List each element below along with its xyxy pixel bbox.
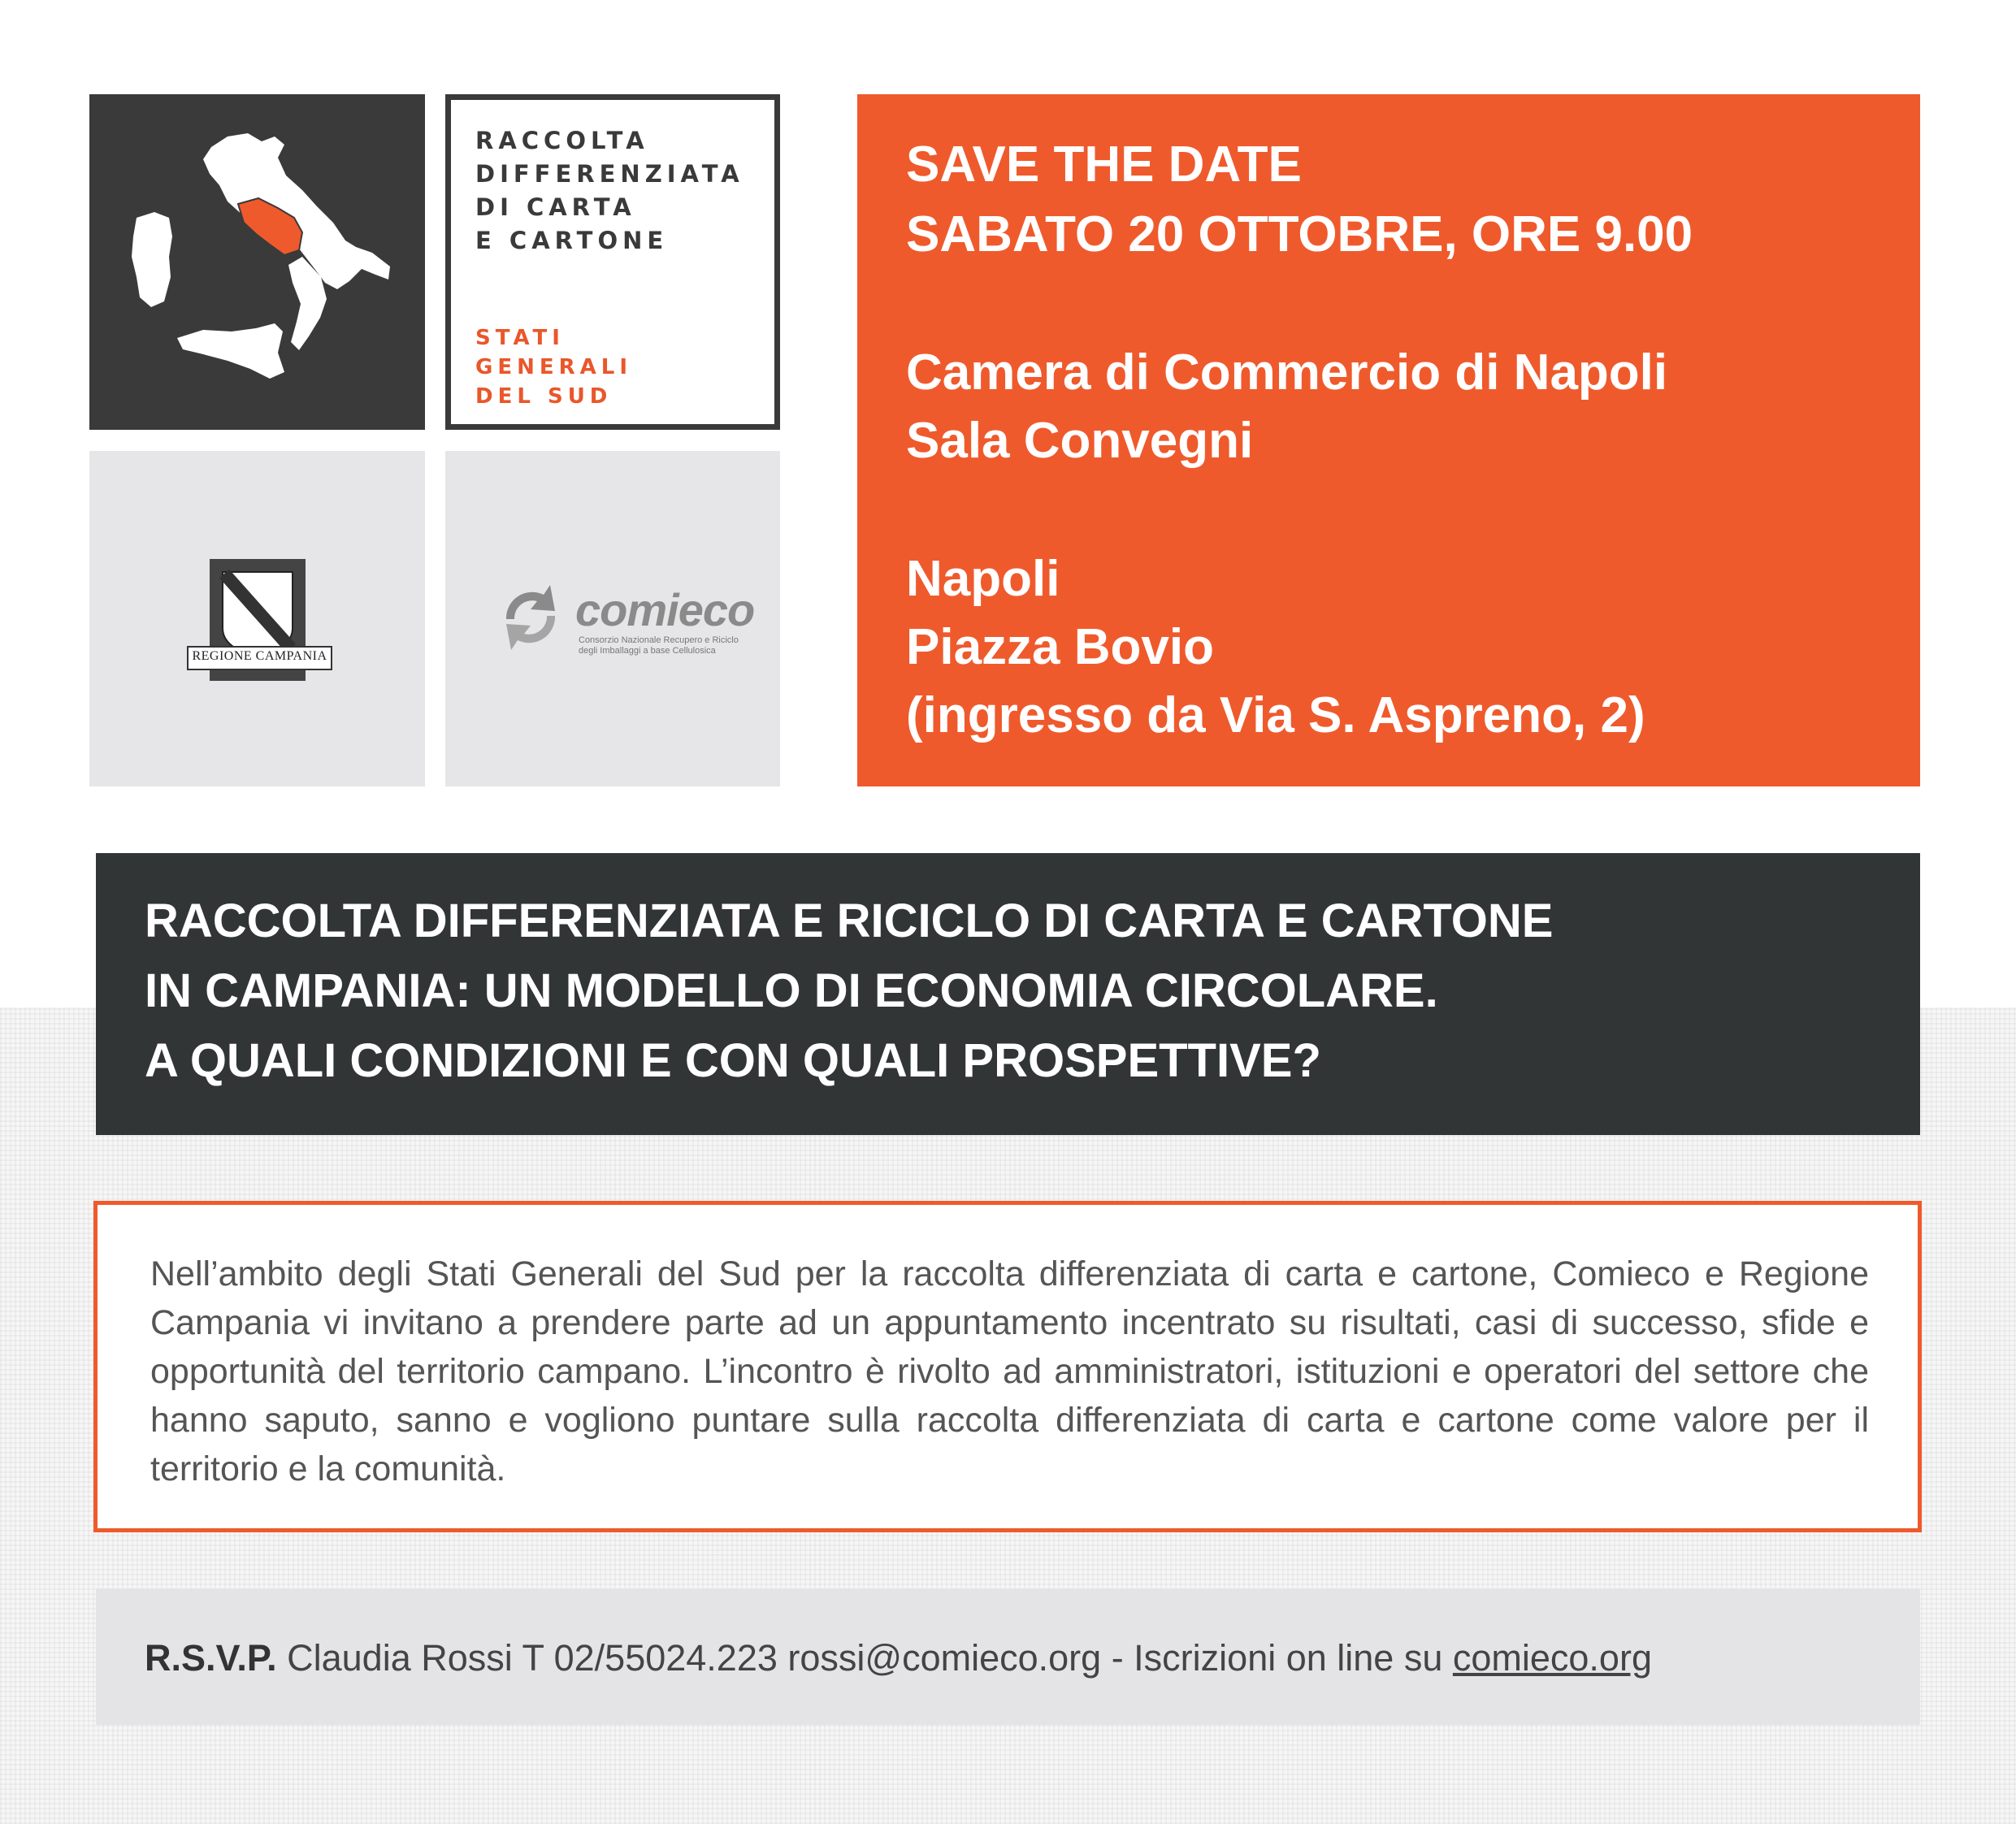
event-city: Napoli [906, 551, 1060, 607]
rsvp-bar [96, 1588, 1920, 1725]
event-entrance: (ingresso da Via S. Aspreno, 2) [906, 687, 1645, 743]
venue-name: Camera di Commercio di Napoli [906, 344, 1668, 401]
event-square: Piazza Bovio [906, 619, 1214, 675]
italy-map-tile [89, 94, 425, 430]
save-the-date-heading: SAVE THE DATE [906, 136, 1302, 193]
intro-box [93, 1201, 1922, 1532]
recycle-icon [490, 577, 571, 658]
regione-campania-tile [89, 451, 425, 786]
comieco-subline-1: Consorzio Nazionale Recupero e Riciclo [579, 635, 739, 645]
comieco-wordmark: comieco [575, 584, 755, 635]
intro-text: Nell’ambito degli Stati Generali del Sud per la raccolta differenziata di carta e cartone, Comieco e Regione Campania vi invitano a prendere parte ad un appuntamento incentrato su risultati, casi di successo, sfide e opportunità del territorio campano. L’incontro è rivolto ad amministratori, istituzioni e operatori del settore che hanno saputo, sanno e vogliono puntare sulla raccolta differenziata di carta e cartone come valore per il territorio e la comunità. [150, 1254, 1869, 1488]
venue-room: Sala Convegni [906, 413, 1254, 469]
comieco-subline [579, 635, 765, 656]
headline-line-3: A QUALI CONDIZIONI E CON QUALI PROSPETTIVE? [145, 1034, 1321, 1087]
comieco-subline-2: degli Imballaggi a base Cellulosica [579, 646, 716, 656]
rsvp-label: R.S.V.P. [145, 1637, 277, 1679]
rsvp-line [145, 1636, 1652, 1681]
logo-title: RACCOLTA DIFFERENZIATA DI CARTA E CARTONE [475, 127, 744, 254]
logo-subtitle: STATI GENERALI DEL SUD [475, 326, 633, 409]
headline-line-1: RACCOLTA DIFFERENZIATA E RICICLO DI CARTA E CARTONE [145, 895, 1554, 947]
save-the-date-box [857, 94, 1920, 786]
headline-band [96, 853, 1920, 1135]
event-date-time: SABATO 20 OTTOBRE, ORE 9.00 [906, 206, 1693, 262]
italy-map-icon [89, 94, 425, 430]
headline-line-2: IN CAMPANIA: UN MODELLO DI ECONOMIA CIRCOLARE. [145, 964, 1438, 1017]
rsvp-link[interactable]: comieco.org [1452, 1637, 1652, 1679]
regione-campania-label: REGIONE CAMPANIA [187, 646, 332, 670]
rsvp-contact: Claudia Rossi T 02/55024.223 rossi@comieco.org - Iscrizioni on line su [276, 1637, 1453, 1679]
event-logo-tile [445, 94, 780, 430]
comieco-tile [445, 451, 780, 786]
